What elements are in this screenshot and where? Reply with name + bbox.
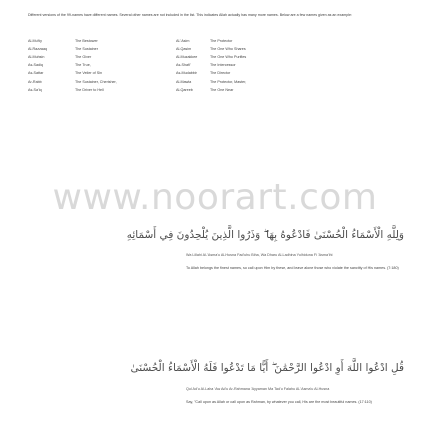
verse-1-translation: To Allah belongs the finest names, so call upon Him by these, and leave alone those who violate the sanctity of His names. (7:180) — [186, 266, 399, 270]
name-transliteration: As-Sa'iq — [28, 87, 42, 92]
name-meaning: The True, — [75, 63, 91, 68]
name-transliteration: Ar-Rabb — [28, 79, 42, 84]
name-row — [28, 69, 408, 77]
name-meaning: The Sustainer — [75, 47, 98, 52]
name-meaning: The Protector, Master, — [210, 79, 247, 84]
name-meaning: The One Near — [210, 87, 234, 92]
verse-2-translation: Say, "Call upon as Allah or call upon as Rahman, by whatever you call, His are the most beautiful names. (17:110) — [186, 400, 372, 404]
name-transliteration: Al-Mawla — [176, 79, 192, 84]
verse-1-transliteration: Wa Lillahi Al-'Asma'u Al-Husna Fad'uhu Biha, Wa Dharu Al-Ladhina Yulhiduna Fi 'Asma'ihi — [186, 253, 333, 257]
name-meaning: The Protector — [210, 39, 233, 44]
name-transliteration: Al-'Asim — [176, 39, 190, 44]
name-meaning: The Giver — [75, 55, 92, 60]
name-transliteration: Al-Mu'tiy — [28, 39, 43, 44]
name-transliteration: Al-Razzaaq — [28, 47, 48, 52]
name-transliteration: Al-Qasim — [176, 47, 192, 52]
name-meaning: The Driver to Hell — [75, 87, 104, 92]
name-transliteration: As-Sadiq — [28, 63, 43, 68]
name-transliteration: Al-Muhsin — [28, 55, 45, 60]
name-transliteration: As-Sattar — [28, 71, 44, 76]
name-row — [28, 77, 408, 85]
name-row — [28, 61, 408, 69]
verse-2-transliteration: Qul Ad'u Al-Laha 'Aw Ad'u Ar-Rahmana 'Ayyaman Ma Tad'u Falahu Al-'Asma'u Al-Husna — [186, 387, 330, 391]
watermark: www.noorart.com — [52, 177, 378, 218]
name-meaning: The Veiler of Sin — [75, 71, 103, 76]
name-row — [28, 37, 408, 45]
name-meaning: The One Who Purifies — [210, 55, 247, 60]
name-meaning: The Sustainer, Cherisher, — [75, 79, 117, 84]
name-transliteration: As-Shafi' — [176, 63, 191, 68]
name-transliteration: As-Mudabbir — [176, 71, 197, 76]
name-meaning: The Intercessor — [210, 63, 236, 68]
name-meaning: The Director — [210, 71, 231, 76]
names-list — [28, 37, 408, 94]
name-transliteration: Al-Qareeb — [176, 87, 193, 92]
name-transliteration: Al-Muzakkee — [176, 55, 198, 60]
name-row — [28, 86, 408, 94]
arabic-verse-2: قُلِ ادْعُوا اللَّهَ أَوِ ادْعُوا الرَّحْمَٰنَ ۖ أَيًّا مَا تَدْعُوا فَلَهُ الْأَسْمَاءُ الْحُسْنَىٰ — [130, 362, 404, 374]
name-meaning: The One Who Shares — [210, 47, 246, 52]
name-row — [28, 45, 408, 53]
arabic-verse-1: وَلِلَّهِ الْأَسْمَاءُ الْحُسْنَىٰ فَادْعُوهُ بِهَا ۖ وَذَرُوا الَّذِينَ يُلْحِدُونَ فِي أَسْمَائِهِ — [126, 229, 404, 241]
name-meaning: The Bestower — [75, 39, 98, 44]
name-row — [28, 53, 408, 61]
intro-paragraph: Different versions of the 99-names have different names. Several other names are not included in the list. This indicates Allah actually has many more names. Below are a few names given as an example: — [28, 13, 353, 17]
